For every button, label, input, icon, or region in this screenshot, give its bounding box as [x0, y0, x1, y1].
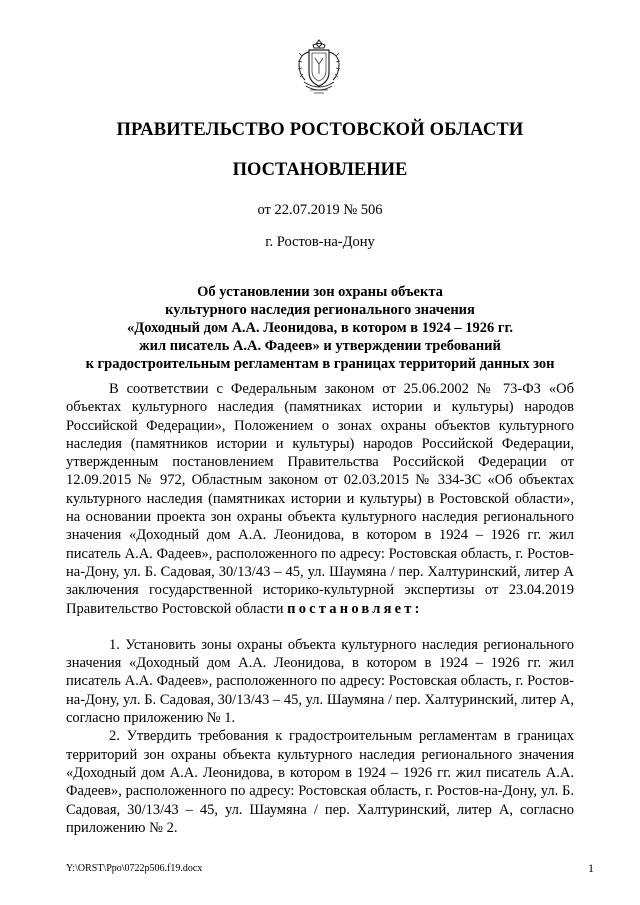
page-number: 1 — [588, 861, 594, 875]
government-name: ПРАВИТЕЛЬСТВО РОСТОВСКОЙ ОБЛАСТИ — [116, 120, 524, 140]
title-line: Об установлении зон охраны объекта — [197, 284, 443, 300]
document-type: ПОСТАНОВЛЕНИЕ — [232, 160, 408, 180]
list-item: 2. Утвердить требования к градостроительным регламентам в границах территорий зон охраны объекта культурного наследия регионального значения «Доходный дом А.А. Леонидова, в котором в 1924 – 1926 гг. жил писатель А.А. Фадеев», расположенного по адресу: Ростовская область, г. Ростов-на-Дону, ул. Б. Садовая, 30/13/43 – 45, ул. Шаумяна / пер. Халтуринский, литер А, согласно приложению № 2. — [66, 728, 574, 836]
decree-word: постановляет: — [287, 600, 423, 617]
title-line: «Доходный дом А.А. Леонидова, в котором в 1924 – 1926 гг. — [126, 320, 514, 336]
list-item: 1. Установить зоны охраны объекта культурного наследия регионального значения «Доходный дом А.А. Леонидова, в котором в 1924 – 1926 гг. жил писатель А.А. Фадеев», расположенного по адресу: Ростовская область, г. Ростов-на-Дону, ул. Б. Садовая, 30/13/43 – 45, ул. Шаумяна / пер. Халтуринский, литер А, согласно приложению № 1. — [66, 636, 574, 727]
title-line: к градостроительным регламентам в границах территорий данных зон — [85, 356, 555, 372]
preamble-text: В соответствии с Федеральным законом от 25.06.2002 № 73-ФЗ «Об объектах культурного наследия (памятниках истории и культуры) народов Российской Федерации», Положением о зонах охраны объектов культурного наследия (памятников истории и культуры) народов Российской Федерации, утвержденным постановлением Правительства Российской Федерации от 12.09.2015 № 972, Областным законом от 02.03.2015 № 334-ЗС «Об объектах культурного наследия (памятниках истории и культуры) в Ростовской области», на основании проекта зон охраны объекта культурного наследия регионального значения «Доходный дом А.А. Леонидова, в котором в 1924 – 1926 гг. жил писатель А.А. Фадеев», расположенного по адресу: Ростовская область, г. Ростов-на-Дону, ул. Б. Садовая, 30/13/43 – 45, ул. Шаумяна / пер. Халтуринский, литер А заключения государственной историко-культурной экспертизы от 23.04.2019 Правительство Ростовской области — [66, 381, 574, 617]
rostov-oblast-coat-of-arms-icon — [296, 38, 342, 96]
date-and-number: от 22.07.2019 № 506 — [257, 202, 383, 218]
city: г. Ростов-на-Дону — [265, 234, 375, 250]
document-title — [60, 283, 580, 373]
document-body — [66, 380, 574, 837]
title-line: культурного наследия регионального значения — [165, 302, 475, 318]
title-line: жил писатель А.А. Фадеев» и утверждении требований — [139, 338, 501, 354]
file-path: Y:\ORST\Ppo\0722p506.f19.docx — [66, 863, 203, 874]
preamble-paragraph — [66, 380, 574, 618]
